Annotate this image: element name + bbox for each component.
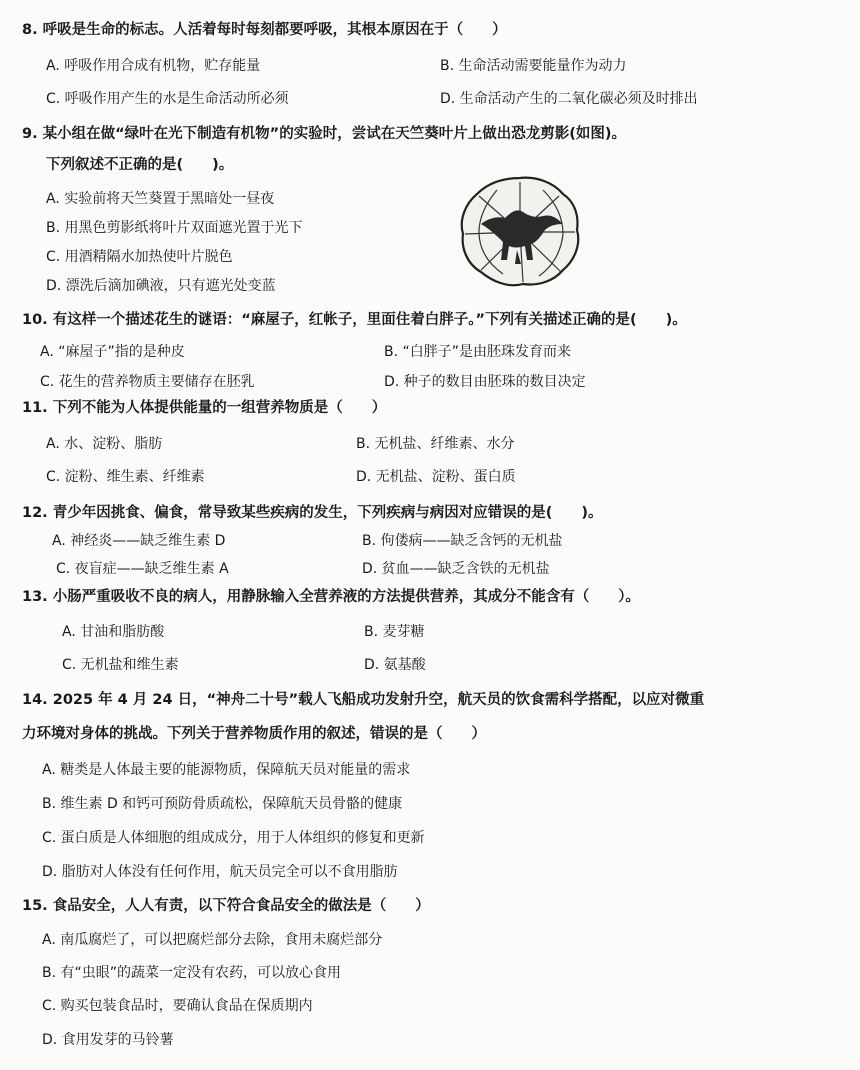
question-11-option-d[interactable]: D. 无机盐、淀粉、蛋白质 (356, 469, 516, 485)
question-11-stem: 11. 下列不能为人体提供能量的一组营养物质是（ ） (22, 400, 387, 416)
geranium-leaf-dinosaur-figure (457, 172, 583, 290)
question-14-option-a[interactable]: A. 糖类是人体最主要的能源物质，保障航天员对能量的需求 (42, 762, 411, 778)
question-14-option-b[interactable]: B. 维生素 D 和钙可预防骨质疏松，保障航天员骨骼的健康 (42, 796, 403, 812)
question-10-option-b[interactable]: B. “白胖子”是由胚珠发育而来 (384, 344, 572, 360)
question-15-option-b[interactable]: B. 有“虫眼”的蔬菜一定没有农药，可以放心食用 (42, 965, 342, 981)
question-15-option-d[interactable]: D. 食用发芽的马铃薯 (42, 1032, 174, 1048)
question-14-stem-line2: 力环境对身体的挑战。下列关于营养物质作用的叙述，错误的是（ ） (22, 726, 486, 742)
question-13-stem: 13. 小肠严重吸收不良的病人，用静脉输入全营养液的方法提供营养，其成分不能含有（ ）。 (22, 589, 640, 605)
question-11-option-a[interactable]: A. 水、淀粉、脂肪 (46, 436, 163, 452)
question-12-option-a[interactable]: A. 神经炎——缺乏维生素 D (52, 533, 226, 549)
question-13-option-d[interactable]: D. 氨基酸 (364, 657, 426, 673)
question-12-option-c[interactable]: C. 夜盲症——缺乏维生素 A (56, 561, 229, 577)
question-8-stem: 8. 呼吸是生命的标志。人活着每时每刻都要呼吸，其根本原因在于（ ） (22, 22, 507, 38)
question-9-option-d[interactable]: D. 漂洗后滴加碘液，只有遮光处变蓝 (46, 278, 276, 294)
question-12-stem: 12. 青少年因挑食、偏食，常导致某些疾病的发生，下列疾病与病因对应错误的是( )。 (22, 505, 603, 521)
question-11-option-b[interactable]: B. 无机盐、纤维素、水分 (356, 436, 515, 452)
question-9-stem-line2: 下列叙述不正确的是( )。 (46, 157, 234, 173)
question-8-option-a[interactable]: A. 呼吸作用合成有机物，贮存能量 (46, 58, 261, 74)
question-11-option-c[interactable]: C. 淀粉、维生素、纤维素 (46, 469, 205, 485)
question-10-stem: 10. 有这样一个描述花生的谜语：“麻屋子，红帐子，里面住着白胖子。”下列有关描述正确的是( )。 (22, 312, 687, 328)
question-13-option-c[interactable]: C. 无机盐和维生素 (62, 657, 179, 673)
question-8-option-b[interactable]: B. 生命活动需要能量作为动力 (440, 58, 627, 74)
question-10-option-a[interactable]: A. “麻屋子”指的是种皮 (40, 344, 185, 360)
question-13-option-a[interactable]: A. 甘油和脂肪酸 (62, 624, 165, 640)
question-15-option-c[interactable]: C. 购买包装食品时，要确认食品在保质期内 (42, 998, 313, 1014)
question-15-stem: 15. 食品安全，人人有责，以下符合食品安全的做法是（ ） (22, 898, 430, 914)
question-12-option-b[interactable]: B. 佝偻病——缺乏含钙的无机盐 (362, 533, 563, 549)
question-14-stem: 14. 2025 年 4 月 24 日，“神舟二十号”载人飞船成功发射升空，航天员的饮食需科学搭配，以应对微重 (22, 692, 705, 708)
question-14-option-c[interactable]: C. 蛋白质是人体细胞的组成成分，用于人体组织的修复和更新 (42, 830, 425, 846)
question-10-option-d[interactable]: D. 种子的数目由胚珠的数目决定 (384, 374, 586, 390)
question-8-option-c[interactable]: C. 呼吸作用产生的水是生命活动所必须 (46, 91, 289, 107)
question-14-option-d[interactable]: D. 脂肪对人体没有任何作用，航天员完全可以不食用脂肪 (42, 864, 398, 880)
question-9-option-c[interactable]: C. 用酒精隔水加热使叶片脱色 (46, 249, 233, 265)
question-10-option-c[interactable]: C. 花生的营养物质主要储存在胚乳 (40, 374, 255, 390)
question-9-option-a[interactable]: A. 实验前将天竺葵置于黑暗处一昼夜 (46, 191, 275, 207)
question-9-stem: 9. 某小组在做“绿叶在光下制造有机物”的实验时，尝试在天竺葵叶片上做出恐龙剪影(如图)。 (22, 126, 626, 142)
question-9-option-b[interactable]: B. 用黑色剪影纸将叶片双面遮光置于光下 (46, 220, 303, 236)
question-8-option-d[interactable]: D. 生命活动产生的二氧化碳必须及时排出 (440, 91, 698, 107)
question-13-option-b[interactable]: B. 麦芽糖 (364, 624, 425, 640)
question-12-option-d[interactable]: D. 贫血——缺乏含铁的无机盐 (362, 561, 550, 577)
question-15-option-a[interactable]: A. 南瓜腐烂了，可以把腐烂部分去除，食用未腐烂部分 (42, 932, 383, 948)
